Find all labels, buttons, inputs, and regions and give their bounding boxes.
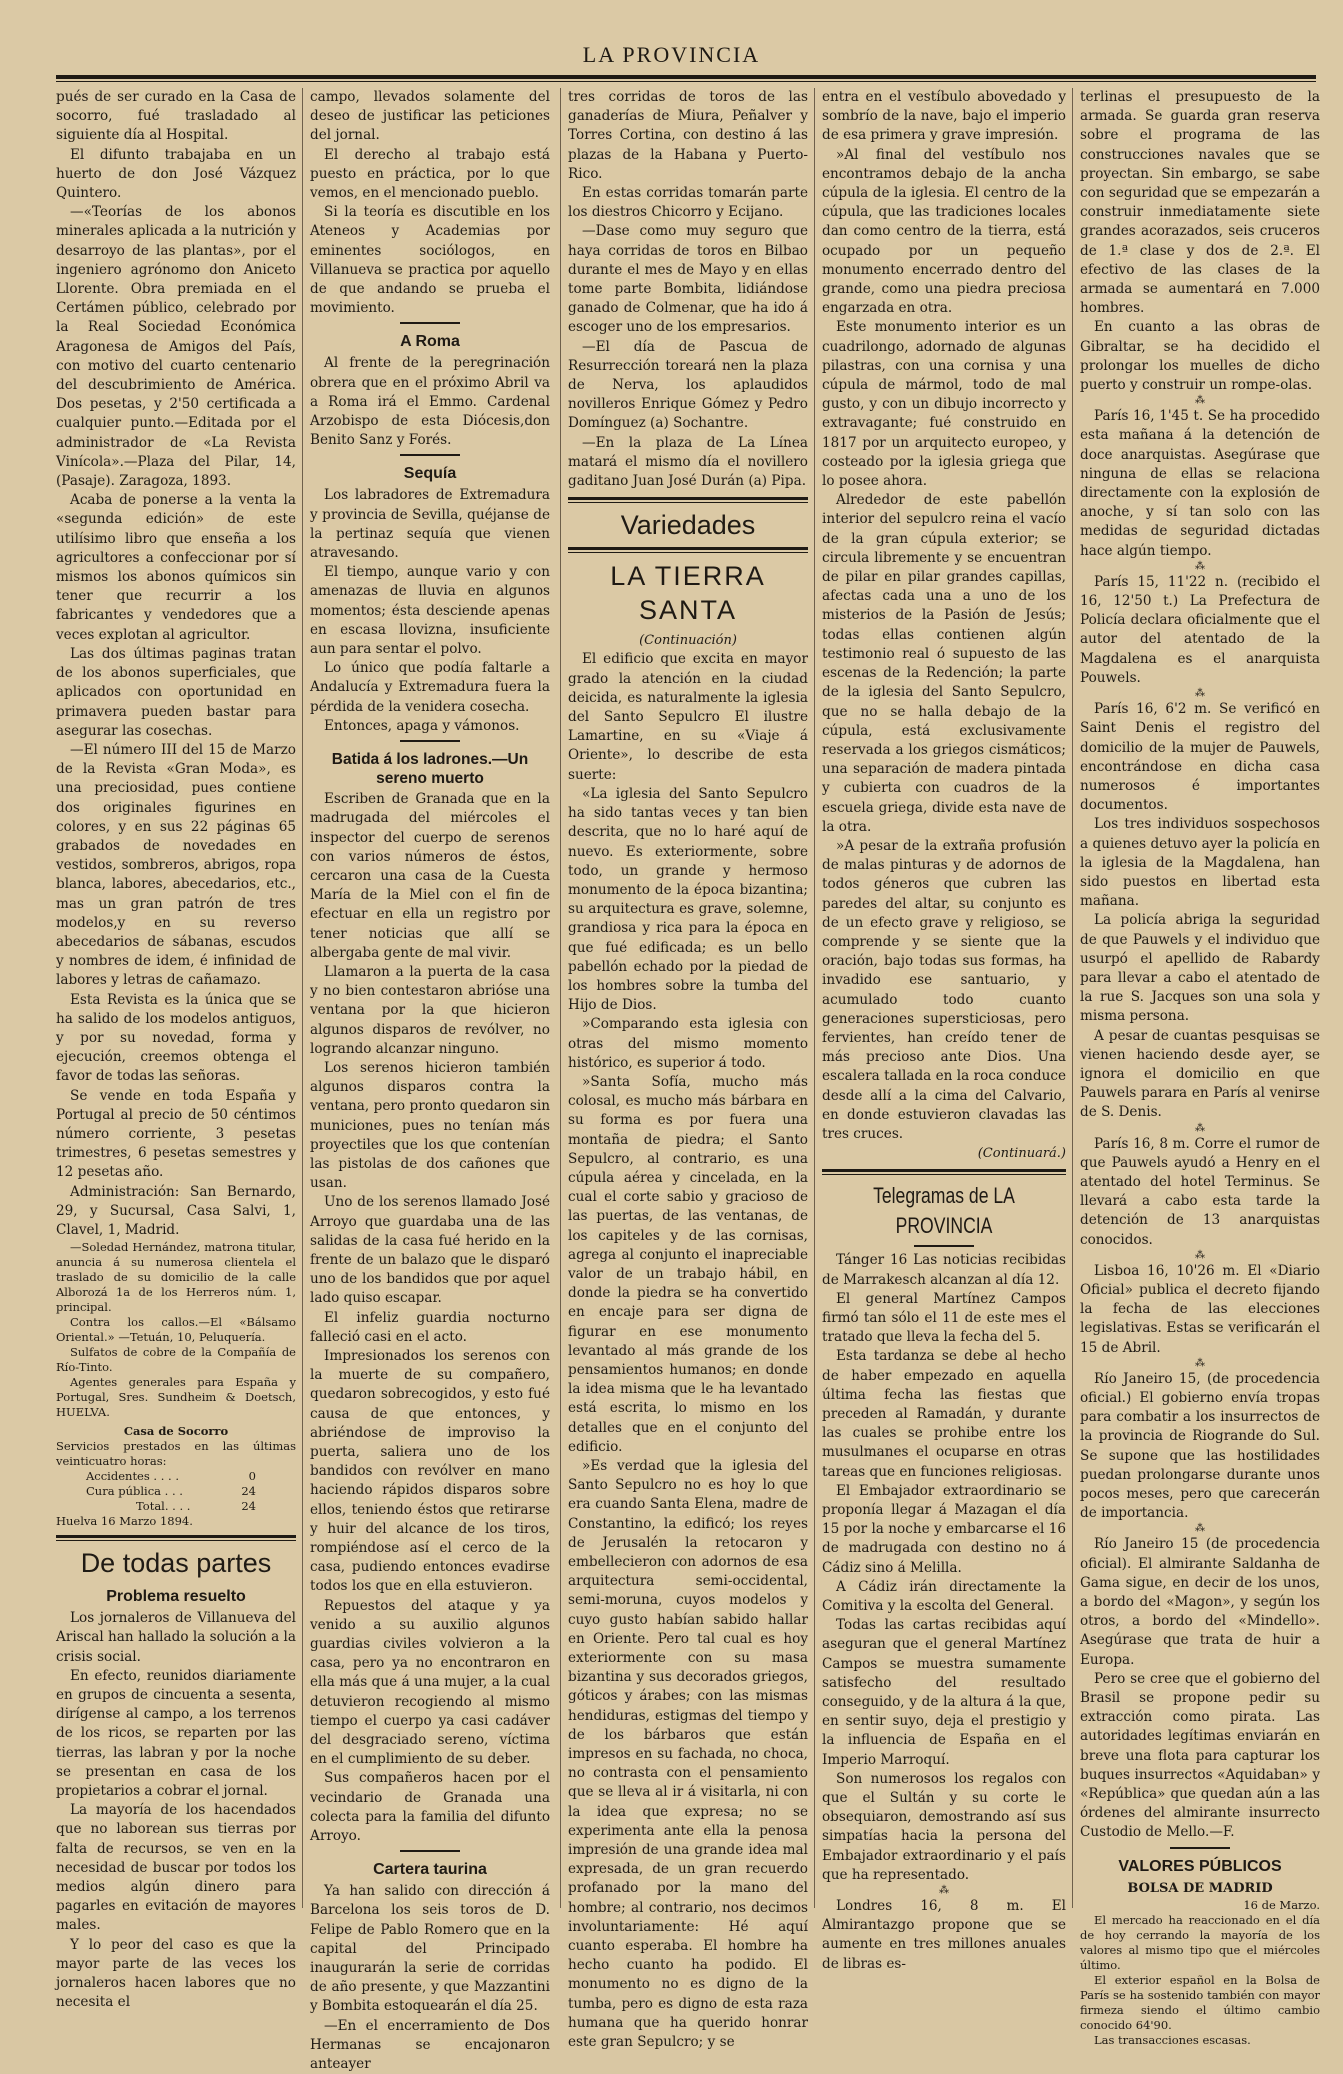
- article-paragraph: París 16, 8 m. Corre el rumor de que Pauwels ayudó a Henry en el atentado del hotel Terminus. Se llevará a cabo esta tarde la detención de 13 anarquistas conocidos.: [1080, 1135, 1320, 1248]
- article-headline: Cartera taurina: [373, 1861, 487, 1879]
- article-paragraph: »Santa Sofía, mucho más colosal, es mucho más bárbara en su forma es por fuera una montaña de piedra; el Santo Sepulcro, al contrario, es una cúpula aérea y cincelada, en la cual el corte sabio y gracioso de las puertas, de las ventanas, de los capiteles y de las cornisas, agrega al conjunto el inapreciable valor de un trabajo hábil, en donde la piedra se ha convertido en encaje para ser digna de figurar en ese monumento levantado al más grande de los pensamientos humanos; en donde la idea misma que le ha levantado está escrita, lo mismo en los detalles que en el conjunto del edificio.: [568, 1073, 808, 1455]
- notice: Contra los callos.—El «Bálsamo Oriental.» —Tetuán, 10, Peluquería.: [56, 1315, 296, 1345]
- article-paragraph: —En el encerramiento de Dos Hermanas se encajonaron anteayer: [310, 2017, 550, 2073]
- star-ornament: ⁂: [1195, 560, 1205, 572]
- article-paragraph: terlinas el presupuesto de la armada. Se guarda gran reserva sobre el programa de las construcciones navales que se proyectan. Sin embargo, se sabe con seguridad que se empezarán a construir inmediatamente siete grandes acorazados, seis cruceros de 1.ª clase y dos de 2.ª. El efectivo de las clases de la armada se aumentará en 7.000 hombres.: [1080, 89, 1320, 317]
- star-ornament: ⁂: [1195, 1523, 1205, 1535]
- section-title: Variedades: [620, 510, 756, 541]
- article-paragraph: Entonces, apaga y vámonos.: [324, 717, 520, 734]
- article-paragraph: Al frente de la peregrinación obrera que en el próximo Abril va a Roma irá el Emmo. Cardenal Arzobispo de esta Diócesis,don Benito Sanz y Forés.: [310, 355, 550, 449]
- article-paragraph: El general Martínez Campos firmó tan sólo el 11 de este mes el tratado que lleva la fecha del 5.: [822, 1290, 1066, 1346]
- article-paragraph: Pero se cree que el gobierno del Brasil se propone pedir su extracción como pirata. Las autoridades legítimas enviarán en breve una flota para capturar los buques insurrectos «Aquidaban» y «República» que quedan aún a las órdenes del almirante insurrecto Custodio de Mello.—F.: [1080, 1670, 1320, 1841]
- notice: —Soledad Hernández, matrona titular, anuncia á su numerosa clientela el traslado de su domicilio de la calle Alborozá 1a de los Herreros núm. 1, principal.: [56, 1240, 296, 1315]
- separator: [400, 322, 460, 324]
- market-note: El exterior español en la Bolsa de París se ha sostenido también con mayor firmeza siendo el último cambio conocido 64'90.: [1080, 1972, 1320, 2032]
- article-paragraph: Los labradores de Extremadura y provincia de Sevilla, quéjanse de la pertinaz sequía que vienen atravesando.: [310, 487, 550, 562]
- article-paragraph: »Comparando esta iglesia con otras del mismo momento histórico, es superior á todo.: [568, 1016, 808, 1071]
- article-headline: Batida á los ladrones.—Un sereno muerto: [331, 751, 529, 788]
- article-paragraph: Esta Revista es la única que se ha salido de los modelos antiguos, y por su novedad, forma y ejecución, creemos obtenga el favor de todas las señoras.: [56, 991, 296, 1085]
- article-paragraph: El tiempo, aunque vario y con amenazas de lluvia en algunos momentos; ésta desciende apenas en escasa llovizna, insuficiente aun para sentar el polvo.: [310, 564, 550, 658]
- article-paragraph: «La iglesia del Santo Sepulcro ha sido tantas veces y tan bien descrita, que no lo haré aquí de nuevo. Es exteriormente, sobre todo, un grande y hermoso monumento de la época bizantina; su arquitectura es grave, solemne, grandiosa y rica para la época en que fué edificada; es un bello pabellón echado por la piedad de los hombres sobre la tumba del Hijo de Dios.: [568, 785, 808, 1014]
- socorro-label: Total. . . .: [136, 1499, 191, 1514]
- section-title: VALORES PÚBLICOS: [1118, 1857, 1282, 1875]
- star-ornament: ⁂: [1195, 1249, 1205, 1261]
- exchange-date: 16 de Marzo.: [1243, 1897, 1320, 1912]
- article-paragraph: La policía abriga la seguridad de que Pauwels y el individuo que usurpó el apellido de Rabardy para llevar a cabo el atentado de la rue S. Jacques son una sola y misma persona.: [1080, 912, 1320, 1025]
- separator: [914, 1245, 974, 1247]
- socorro-value: 24: [241, 1499, 256, 1514]
- article-paragraph: Uno de los serenos llamado José Arroyo que guardaba una de las salidas de la casa fué herido en la frente de un balazo que le disparó uno de los bandidos que por aquel lado quiso escapar.: [310, 1194, 550, 1307]
- column-divider: [814, 88, 815, 1908]
- socorro-value: 24: [241, 1484, 256, 1499]
- market-note: Las transacciones escasas.: [1094, 2032, 1251, 2047]
- article-headline: LA TIERRA SANTA: [610, 561, 766, 626]
- article-paragraph: Escriben de Granada que en la madrugada del miércoles el inspector del cuerpo de serenos con varios números de éstos, cercaron una casa de la Cuesta María de la Miel con el fin de efectuar en ella un registro por tener noticias que allí se albergaba gente de mal vivir.: [310, 791, 550, 961]
- article-headline: Sequía: [403, 465, 457, 483]
- article-paragraph: »Al final del vestíbulo nos encontramos debajo de la ancha cúpula de la iglesia. El centro de la cúpula, que las tradiciones locales dan como centro de la tierra, está ocupado por un pequeño monumento encerrado dentro del grande, como una piedra preciosa engarzada en otra.: [822, 146, 1066, 317]
- article-paragraph: Acaba de ponerse a la venta la «segunda edición» de este utilísimo libro que enseña a los agricultores a confeccionar por sí mismos los abonos químicos sin tener que recurrir a los fabricantes y vendedores que a veces explotan al agricultor.: [56, 492, 296, 643]
- article-paragraph: El difunto trabajaba en un huerto de don José Vázquez Quintero.: [56, 146, 296, 202]
- separator: [400, 454, 460, 456]
- article-paragraph: pués de ser curado en la Casa de socorro, fué trasladado al siguiente día al Hospital.: [56, 89, 296, 144]
- article-paragraph: Se vende en toda España y Portugal al precio de 50 céntimos número corriente, 3 pesetas trimestres, 6 pesetas semestres y 12 pesetas año.: [56, 1087, 296, 1181]
- article-paragraph: Tánger 16 Las noticias recibidas de Marrakesch alcanzan al día 12.: [822, 1252, 1066, 1288]
- column-4: [822, 88, 1066, 1972]
- article-paragraph: —Dase como muy seguro que haya corridas de toros en Bilbao durante el mes de Mayo y en ellas tome parte Bombita, lidiándose ganado de Colmenar, que ha ido á escoger uno de los empresarios.: [568, 223, 808, 336]
- top-rule: [56, 75, 1316, 79]
- socorro-date: Huelva 16 Marzo 1894.: [56, 1514, 193, 1529]
- article-paragraph: Este monumento interior es un cuadrilongo, adornado de algunas pilastras, con una cornisa y una cúpula de mármol, todo de mal gusto, y con un dibujo incorrecto y extravagante; fué construido en 1817 por un arquitecto europeo, y costeado por la iglesia griega que lo posee ahora.: [822, 319, 1066, 490]
- article-paragraph: Todas las cartas recibidas aquí aseguran que el general Martínez Campos se muestra sumamente satisfecho del resultado conseguido, y de la altura á la que, en sentir suyo, deja el prestigio y la influencia de España en el Imperio Marroquí.: [822, 1617, 1066, 1768]
- article-paragraph: París 15, 11'22 n. (recibido el 16, 12'50 t.) La Prefectura de Policía declara oficialmente que el autor del atentado de la Magdalena es el anarquista Pouwels.: [1080, 573, 1320, 686]
- article-paragraph: A Cádiz irán directamente la Comitiva y la escolta del General.: [822, 1578, 1066, 1615]
- top-rule-thin: [56, 81, 1316, 82]
- separator: [400, 740, 460, 742]
- column-3: [568, 88, 808, 2051]
- section-title: De todas partes: [80, 1548, 272, 1579]
- article-paragraph: Alrededor de este pabellón interior del sepulcro reina el vacío de la gran cúpula exterior; se circula libremente y se encuentran de pilar en pilar grandes capillas, afectas cada una a uno de los misterios de la Pasión de Jesús; todas ellas contienen algún testimonio real ó supuesto de las escenas de la Redención; la parte de la iglesia del Santo Sepulcro, que no se halla debajo de la cúpula, está exclusivamente reservada a los griegos cismáticos; una separación de madera pintada y cubierta con cuadros de la escuela griega, divide esta nave de la otra.: [822, 492, 1066, 835]
- column-divider: [560, 88, 561, 1908]
- article-paragraph: El infeliz guardia nocturno falleció casi en el acto.: [310, 1309, 550, 1345]
- article-paragraph: entra en el vestíbulo abovedado y sombrío de la nave, bajo el imperio de esa primera y grave impresión.: [822, 89, 1066, 144]
- article-paragraph: Los serenos hicieron también algunos disparos contra la ventana, pero pronto quedaron sin municiones, pues no tenían más proyectiles que los que contenían las pistolas de dos cañones que usan.: [310, 1059, 550, 1192]
- masthead: LA PROVINCIA: [582, 42, 761, 67]
- article-paragraph: Lisboa 16, 10'26 m. El «Diario Oficial» publica el decreto fijando la fecha de las elecciones legislativas. Estas se verificarán el 15 de Abril.: [1080, 1262, 1320, 1356]
- article-paragraph: París 16, 1'45 t. Se ha procedido esta mañana á la detención de doce anarquistas. Asegúrase que ninguna de ellas se relaciona directamente con la explosión de anoche, y sí tan solo con las medidas de seguridad dictadas hace algún tiempo.: [1080, 408, 1320, 559]
- article-paragraph: Impresionados los serenos con la muerte de su compañero, quedaron sobrecogidos, y esto fué causa de que entonces, y abriéndose de improviso la puerta, saliera uno de los bandidos con revólver en mano haciendo rápidos disparos sobre ellos, teniendo éstos que retirarse y huir del alcance de los tiros, rompiéndose así el cerco de la casa, pudiendo entonces evadirse todos los que en ella estuvieron.: [310, 1347, 550, 1595]
- article-paragraph: Administración: San Bernardo, 29, y Sucursal, Casa Salvi, 1, Clavel, 1, Madrid.: [56, 1183, 296, 1238]
- article-paragraph: —«Teorías de los abonos minerales aplicada a la nutrición y desarroyo de las plantas», por el ingeniero agrónomo don Aniceto Llorente. Obra premiada en el Certámen público, celebrado por la Real Sociedad Económica Aragonesa de Amigos del País, con motivo del cuarto centenario del descubrimiento de América. Dos pesetas, y 2'50 certificada a cualquier punto.—Editada por el administrador de «La Revista Vinícola».—Plaza del Pilar, 14, (Pasaje). Zaragoza, 1893.: [56, 204, 296, 490]
- continuation-note: (Continuación): [639, 633, 737, 649]
- article-paragraph: Río Janeiro 15 (de procedencia oficial). El almirante Saldanha de Gama sigue, en decir de los unos, a bordo del «Magon», y según los otros, a bordo del «Mindello». Asegúrase que trata de huir a Europa.: [1080, 1536, 1320, 1668]
- article-paragraph: Ya han salido con dirección á Barcelona los seis toros de D. Felipe de Pablo Romero que en la capital del Principado inaugurarán la serie de corridas de año presente, y que Mazzantini y Bombita estoquearán el día 25.: [310, 1883, 550, 2015]
- article-paragraph: Los tres individuos sospechosos a quienes detuvo ayer la policía en la iglesia de la Magdalena, han sido puestos en libertad esta mañana.: [1080, 816, 1320, 910]
- socorro-value: 0: [248, 1469, 256, 1484]
- column-5: [1080, 88, 1320, 2047]
- article-paragraph: Los jornaleros de Villanueva del Ariscal han hallado la solución a la crisis social.: [56, 1610, 296, 1665]
- star-ornament: ⁂: [1195, 395, 1205, 407]
- article-paragraph: Y lo peor del caso es que la mayor parte de las veces los jornaleros hacen labores que no necesita el: [56, 1936, 296, 2011]
- article-paragraph: En cuanto a las obras de Gibraltar, se ha decidido el prolongar los muelles de dicho puerto y construir un rompe-olas.: [1080, 319, 1320, 394]
- article-headline: Problema resuelto: [106, 1588, 246, 1606]
- article-paragraph: A pesar de cuantas pesquisas se vienen haciendo desde ayer, se ignora el domicilio en que Pauwels parara en París al venirse de S. Denis.: [1080, 1027, 1320, 1121]
- star-ornament: ⁂: [939, 1885, 949, 1897]
- article-paragraph: —El número III del 15 de Marzo de la Revista «Gran Moda», es una preciosidad, pues contiene dos originales figurines en colores, y en sus 22 páginas 65 grabados de novedades en vestidos, sombreros, abrigos, ropa blanca, labores, abecedarios, etc., mas un gran patrón de tres modelos,y en su reverso abecedarios de sábanas, escudos y nombres de idem, é infinidad de labores y letras de cañamazo.: [56, 741, 296, 989]
- star-ornament: ⁂: [1195, 688, 1205, 700]
- article-paragraph: campo, llevados solamente del deseo de justificar las peticiones del jornal.: [310, 89, 550, 144]
- separator: [1170, 1847, 1230, 1849]
- article-paragraph: —El día de Pascua de Resurrección toreará nen la plaza de Nerva, los aplaudidos novilleros Enrique Gómez y Pedro Domínguez (a) Sochantre.: [568, 338, 808, 432]
- article-paragraph: Lo único que podía faltarle a Andalucía y Extremadura fuera la pérdida de la venidera cosecha.: [310, 660, 550, 715]
- article-paragraph: París 16, 6'2 m. Se verificó en Saint Denis el registro del domicilio de la mujer de Pauwels, encontrándose en dicha casa numerosos é importantes documentos.: [1080, 701, 1320, 814]
- column-2: [310, 88, 550, 2073]
- notice: Agentes generales para España y Portugal, Sres. Sundheim & Doetsch, HUELVA.: [56, 1375, 296, 1420]
- socorro-title: Casa de Socorro: [123, 1424, 229, 1439]
- section-rule: [822, 1169, 1066, 1175]
- article-paragraph: La mayoría de los hacendados que no laborean sus tierras por falta de recursos, se ven en la necesidad de buscar por todos los medios algún dinero para pagarles en evitación de mayores males.: [56, 1802, 296, 1934]
- article-paragraph: Esta tardanza se debe al hecho de haber empezado en aquella última fecha las fiestas que preceden al Ramadán, y durante las cuales se prohibe entre los musulmanes el ocuparse en otras tareas que en funciones religiosas.: [822, 1348, 1066, 1480]
- section-title: Telegramas de LA PROVINCIA: [873, 1183, 1015, 1239]
- column-divider: [302, 88, 303, 1908]
- column-divider: [1072, 88, 1073, 1908]
- article-paragraph: Son numerosos los regalos con que el Sultán y su corte le obsequiaron, demostrando así sus simpatías hacia la persona del Embajador extraordinario y el país que ha representado.: [822, 1770, 1066, 1883]
- column-1: [56, 88, 296, 2011]
- article-paragraph: Las dos últimas paginas tratan de los abonos superficiales, que aplicados con oportunidad en primavera pueden bastar para asegurar las cosechas.: [56, 645, 296, 739]
- star-ornament: ⁂: [1195, 1357, 1205, 1369]
- article-paragraph: En estas corridas tomarán parte los diestros Chicorro y Ecijano.: [568, 185, 808, 221]
- article-paragraph: Repuestos del ataque y ya venido a su auxilio algunos guardias civiles volvieron a la casa, pero ya no encontraron en ella más que á una mujer, a la cual detuvieron recogiendo al mismo tiempo el cuerpo ya casi cadáver del desgraciado sereno, víctima en el cumplimiento de su deber.: [310, 1597, 550, 1768]
- article-paragraph: Sus compañeros hacen por el vecindario de Granada una colecta para la familia del difunto Arroyo.: [310, 1770, 550, 1845]
- exchange-name: BOLSA DE MADRID: [1127, 1880, 1273, 1896]
- article-headline: A Roma: [400, 333, 460, 351]
- article-paragraph: El Embajador extraordinario se proponía llegar á Mazagan el día 15 por la noche y embarcarse el 16 de madrugada con destino no á Cádiz sino á Melilla.: [822, 1482, 1066, 1576]
- article-paragraph: Llamaron a la puerta de la casa y no bien contestaron abrióse una ventana por la que hicieron algunos disparos de revólver, no logrando alcanzar ninguno.: [310, 963, 550, 1057]
- article-paragraph: »Es verdad que la iglesia del Santo Sepulcro no es hoy lo que era cuando Santa Elena, madre de Constantino, la edificó; los reyes de Jerusalén la retocaron y embellecieron con adornos de esa arquitectura semi-occidental, semi-moruna, cuyos modelos y cuyo gusto habían sabido hallar en Oriente. Pero tal cual es hoy exteriormente con su masa bizantina y sus decorados griegos, góticos y árabes; con las mismas hendiduras, estigmas del tiempo y de los bárbaros que están impresos en su fachada, no choca, no contrasta con el pensamiento que se lleva al ir á visitarla, ni con la idea que expresa; no se experimenta ante ella la penosa impresión de una grande idea mal expresada, de un gran recuerdo profanado por la mano del hombre; al contrario, nos decimos involuntariamente: Hé aquí cuanto esperaba. El hombre ha hecho cuanto ha podido. El monumento no es digno de la tumba, pero es digno de esta raza humana que ha querido honrar este gran Sepulcro; y se: [568, 1458, 808, 2051]
- section-rule: [568, 497, 808, 503]
- separator: [400, 1850, 460, 1852]
- article-paragraph: El derecho al trabajo está puesto en práctica, por lo que vemos, en el mencionado pueblo.: [310, 146, 550, 202]
- article-paragraph: —En la plaza de La Línea matará el mismo día el novillero gaditano Juan José Durán (a) Pipa.: [568, 434, 808, 490]
- section-rule: [56, 1535, 296, 1541]
- socorro-label: Cura pública . . .: [86, 1484, 183, 1499]
- article-paragraph: tres corridas de toros de las ganaderías de Miura, Peñalver y Torres Cortina, con destino á las plazas de la Habana y Puerto-Rico.: [568, 89, 808, 182]
- socorro-intro: Servicios prestados en las últimas veinticuatro horas:: [56, 1439, 296, 1469]
- market-note: El mercado ha reaccionado en el día de hoy cerrando la mayoría de los valores al mismo tipo que el miércoles último.: [1080, 1912, 1320, 1972]
- article-paragraph: Londres 16, 8 m. El Almirantazgo propone que se aumente en tres millones anuales de libras es-: [822, 1898, 1066, 1972]
- section-rule: [568, 547, 808, 553]
- star-ornament: ⁂: [1195, 1122, 1205, 1134]
- article-paragraph: El edificio que excita en mayor grado la atención en la ciudad deicida, es naturalmente la iglesia del Santo Sepulcro El ilustre Lamartine, en su «Viaje á Oriente», lo describe de esta suerte:: [568, 651, 808, 783]
- article-paragraph: Si la teoría es discutible en los Ateneos y Academias por eminentes sociólogos, en Villanueva se practica por aquello de que andando se prueba el movimiento.: [310, 204, 550, 317]
- socorro-row: [56, 1484, 296, 1499]
- article-paragraph: »A pesar de la extraña profusión de malas pinturas y de adornos de todos géneros que cubren las paredes del altar, su conjunto es de un efecto grave y religioso, se comprende y se siente que la oración, bajo todas sus formas, ha invadido ese santuario, y acumulado todo cuanto generaciones supersticiosas, pero fervientes, han creído tener de más precioso ante Dios. Una escalera tallada en la roca conduce desde allí a la cima del Calvario, en donde estuvieron clavadas las tres cruces.: [822, 837, 1066, 1142]
- socorro-row: [56, 1469, 296, 1484]
- article-paragraph: Río Janeiro 15, (de procedencia oficial.) El gobierno envía tropas para combatir a los insurrectos de la provincia de Riogrande do Sul. Se supone que las hostilidades puedan prolongarse durante unos pocos meses, pero que carecerán de importancia.: [1080, 1370, 1320, 1522]
- article-paragraph: En efecto, reunidos diariamente en grupos de cincuenta a sesenta, dirígense al campo, a los terrenos de los ricos, se reparten por las tierras, las labran y por la noche se presentan en casa de los propietarios a cobrar el jornal.: [56, 1667, 296, 1800]
- socorro-row: [56, 1499, 296, 1514]
- notice: Sulfatos de cobre de la Compañía de Río-Tinto.: [56, 1345, 296, 1375]
- continuation-note: (Continuará.): [977, 1146, 1066, 1162]
- socorro-label: Accidentes . . . .: [86, 1469, 180, 1484]
